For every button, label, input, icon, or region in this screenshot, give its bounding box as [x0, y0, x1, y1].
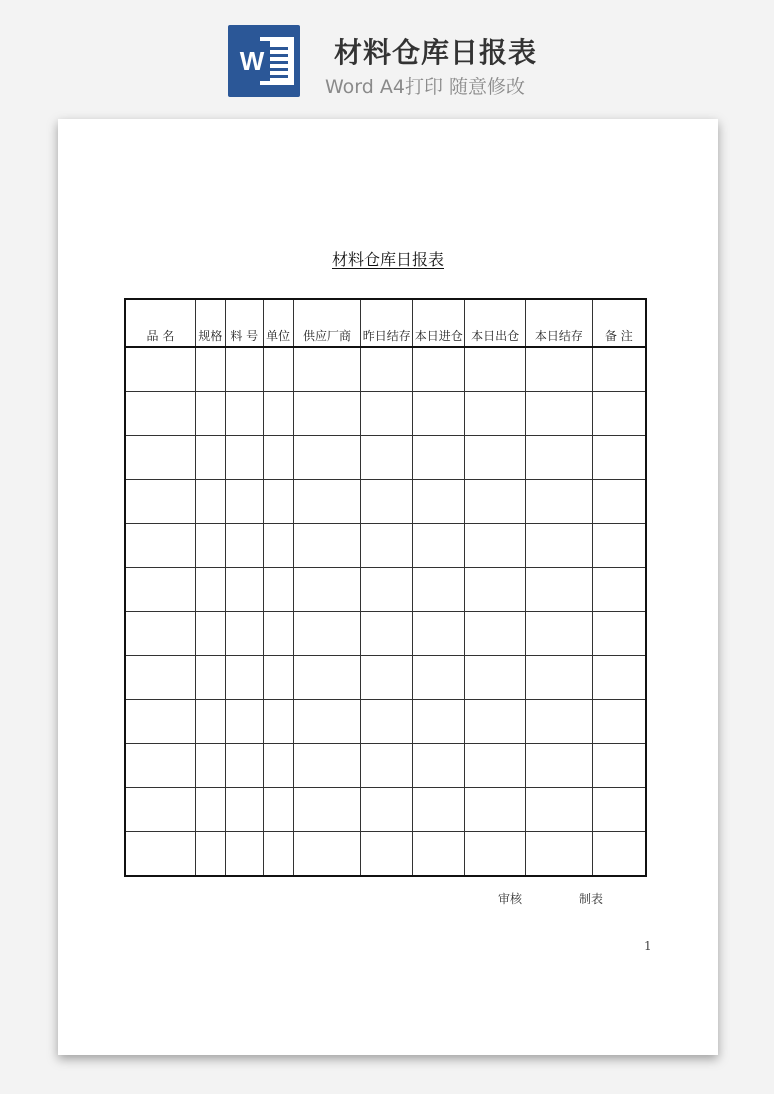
table-cell[interactable] [263, 347, 293, 392]
table-cell[interactable] [195, 788, 225, 832]
table-cell[interactable] [592, 347, 646, 392]
table-cell[interactable] [413, 744, 465, 788]
table-row [125, 480, 646, 524]
table-cell[interactable] [195, 656, 225, 700]
column-header-today-out: 本日出仓 [465, 299, 526, 347]
table-header-row [125, 299, 646, 347]
table-cell[interactable] [263, 392, 293, 436]
preview-title: 材料仓库日报表 [334, 36, 538, 69]
table-cell[interactable] [465, 832, 526, 877]
table-cell[interactable] [293, 480, 361, 524]
column-header-yesterday-balance: 昨日结存 [361, 299, 413, 347]
table-cell[interactable] [526, 744, 593, 788]
table-cell[interactable] [195, 347, 225, 392]
table-cell[interactable] [361, 744, 413, 788]
column-header-today-balance: 本日结存 [526, 299, 593, 347]
table-cell[interactable] [125, 480, 195, 524]
table-cell[interactable] [526, 832, 593, 877]
column-header-part-no: 料 号 [225, 299, 263, 347]
table-cell[interactable] [413, 347, 465, 392]
review-label: 审核 [498, 892, 523, 906]
table-cell[interactable] [125, 392, 195, 436]
table-row [125, 656, 646, 700]
table-cell[interactable] [225, 568, 263, 612]
table-cell[interactable] [293, 788, 361, 832]
table-cell[interactable] [465, 480, 526, 524]
table-cell[interactable] [293, 656, 361, 700]
table-cell[interactable] [293, 436, 361, 480]
table-cell[interactable] [413, 832, 465, 877]
table-cell[interactable] [592, 788, 646, 832]
table-cell[interactable] [413, 568, 465, 612]
table-cell[interactable] [526, 524, 593, 568]
table-cell[interactable] [293, 347, 361, 392]
table-cell[interactable] [195, 612, 225, 656]
table-cell[interactable] [361, 700, 413, 744]
table-cell[interactable] [225, 832, 263, 877]
table-cell[interactable] [413, 392, 465, 436]
column-header-today-in: 本日进仓 [413, 299, 465, 347]
table-cell[interactable] [592, 832, 646, 877]
table-cell[interactable] [413, 656, 465, 700]
table-cell[interactable] [263, 480, 293, 524]
table-cell[interactable] [225, 656, 263, 700]
table-cell[interactable] [361, 612, 413, 656]
word-letter-tile: W [234, 41, 270, 81]
table-cell[interactable] [526, 392, 593, 436]
table-cell[interactable] [465, 788, 526, 832]
table-cell[interactable] [592, 744, 646, 788]
table-cell[interactable] [526, 568, 593, 612]
document-title-text: 材料仓库日报表 [331, 250, 444, 269]
table-cell[interactable] [592, 436, 646, 480]
table-cell[interactable] [361, 436, 413, 480]
table-cell[interactable] [413, 612, 465, 656]
table-cell[interactable] [263, 744, 293, 788]
table-cell[interactable] [413, 524, 465, 568]
table-cell[interactable] [225, 788, 263, 832]
table-cell[interactable] [592, 568, 646, 612]
preview-header [0, 0, 774, 112]
table-cell[interactable] [361, 568, 413, 612]
table-cell[interactable] [195, 480, 225, 524]
table-cell[interactable] [361, 392, 413, 436]
table-cell[interactable] [195, 700, 225, 744]
table-cell[interactable] [413, 436, 465, 480]
table-cell[interactable] [195, 524, 225, 568]
table-cell[interactable] [361, 347, 413, 392]
table-cell[interactable] [592, 612, 646, 656]
preview-subtitle: Word A4打印 随意修改 [325, 76, 526, 98]
table-cell[interactable] [125, 347, 195, 392]
table-cell[interactable] [125, 700, 195, 744]
table-cell[interactable] [263, 568, 293, 612]
table-cell[interactable] [125, 788, 195, 832]
table-cell[interactable] [465, 436, 526, 480]
table-cell[interactable] [293, 700, 361, 744]
table-cell[interactable] [465, 568, 526, 612]
table-cell[interactable] [413, 700, 465, 744]
table-cell[interactable] [465, 524, 526, 568]
table-cell[interactable] [592, 524, 646, 568]
table-cell[interactable] [195, 832, 225, 877]
table-cell[interactable] [225, 480, 263, 524]
table-cell[interactable] [526, 480, 593, 524]
table-cell[interactable] [526, 347, 593, 392]
table-cell[interactable] [125, 436, 195, 480]
table-cell[interactable] [263, 788, 293, 832]
table-row [125, 436, 646, 480]
table-cell[interactable] [361, 788, 413, 832]
table-cell[interactable] [293, 612, 361, 656]
table-cell[interactable] [125, 656, 195, 700]
table-cell[interactable] [125, 832, 195, 877]
table-cell[interactable] [465, 700, 526, 744]
table-cell[interactable] [225, 524, 263, 568]
table-cell[interactable] [293, 392, 361, 436]
table-cell[interactable] [125, 744, 195, 788]
prepared-label: 制表 [579, 892, 604, 906]
table-row [125, 612, 646, 656]
table-cell[interactable] [592, 480, 646, 524]
document-title [58, 247, 718, 270]
table-cell[interactable] [465, 347, 526, 392]
table-cell[interactable] [195, 436, 225, 480]
table-cell[interactable] [293, 568, 361, 612]
table-cell[interactable] [293, 524, 361, 568]
table-cell[interactable] [526, 612, 593, 656]
table-row [125, 347, 646, 392]
table-cell[interactable] [465, 744, 526, 788]
table-row [125, 832, 646, 877]
table-cell[interactable] [413, 480, 465, 524]
table-cell[interactable] [361, 656, 413, 700]
column-header-name: 品 名 [125, 299, 195, 347]
table-cell[interactable] [592, 392, 646, 436]
table-cell[interactable] [195, 568, 225, 612]
table-cell[interactable] [293, 744, 361, 788]
table-cell[interactable] [263, 436, 293, 480]
table-cell[interactable] [465, 656, 526, 700]
table-cell[interactable] [225, 612, 263, 656]
table-cell[interactable] [263, 832, 293, 877]
table-cell[interactable] [195, 392, 225, 436]
table-row [125, 744, 646, 788]
table-cell[interactable] [263, 524, 293, 568]
table-cell[interactable] [225, 744, 263, 788]
column-header-remarks: 备 注 [592, 299, 646, 347]
table-cell[interactable] [125, 568, 195, 612]
table-row [125, 788, 646, 832]
table-cell[interactable] [361, 832, 413, 877]
table-cell[interactable] [225, 436, 263, 480]
table-cell[interactable] [361, 524, 413, 568]
table-row [125, 568, 646, 612]
table-cell[interactable] [225, 347, 263, 392]
word-doc-icon [228, 25, 300, 97]
table-cell[interactable] [592, 700, 646, 744]
table-cell[interactable] [361, 480, 413, 524]
table-cell[interactable] [526, 656, 593, 700]
table-cell[interactable] [263, 700, 293, 744]
column-header-supplier: 供应厂商 [293, 299, 361, 347]
column-header-spec: 规格 [195, 299, 225, 347]
table-cell[interactable] [465, 392, 526, 436]
table-cell[interactable] [526, 436, 593, 480]
table-body [125, 347, 646, 876]
table-cell[interactable] [465, 612, 526, 656]
column-header-unit: 单位 [263, 299, 293, 347]
table-row [125, 700, 646, 744]
report-table [124, 298, 647, 877]
table-cell[interactable] [526, 788, 593, 832]
table-row [125, 524, 646, 568]
table-cell[interactable] [526, 700, 593, 744]
table-cell[interactable] [293, 832, 361, 877]
table-cell[interactable] [225, 392, 263, 436]
table-cell[interactable] [263, 612, 293, 656]
table-row [125, 392, 646, 436]
table-cell[interactable] [125, 524, 195, 568]
table-cell[interactable] [263, 656, 293, 700]
table-cell[interactable] [195, 744, 225, 788]
table-cell[interactable] [225, 700, 263, 744]
table-cell[interactable] [125, 612, 195, 656]
table-cell[interactable] [413, 788, 465, 832]
page-number: 1 [644, 939, 652, 953]
document-page [58, 119, 718, 1055]
table-cell[interactable] [592, 656, 646, 700]
